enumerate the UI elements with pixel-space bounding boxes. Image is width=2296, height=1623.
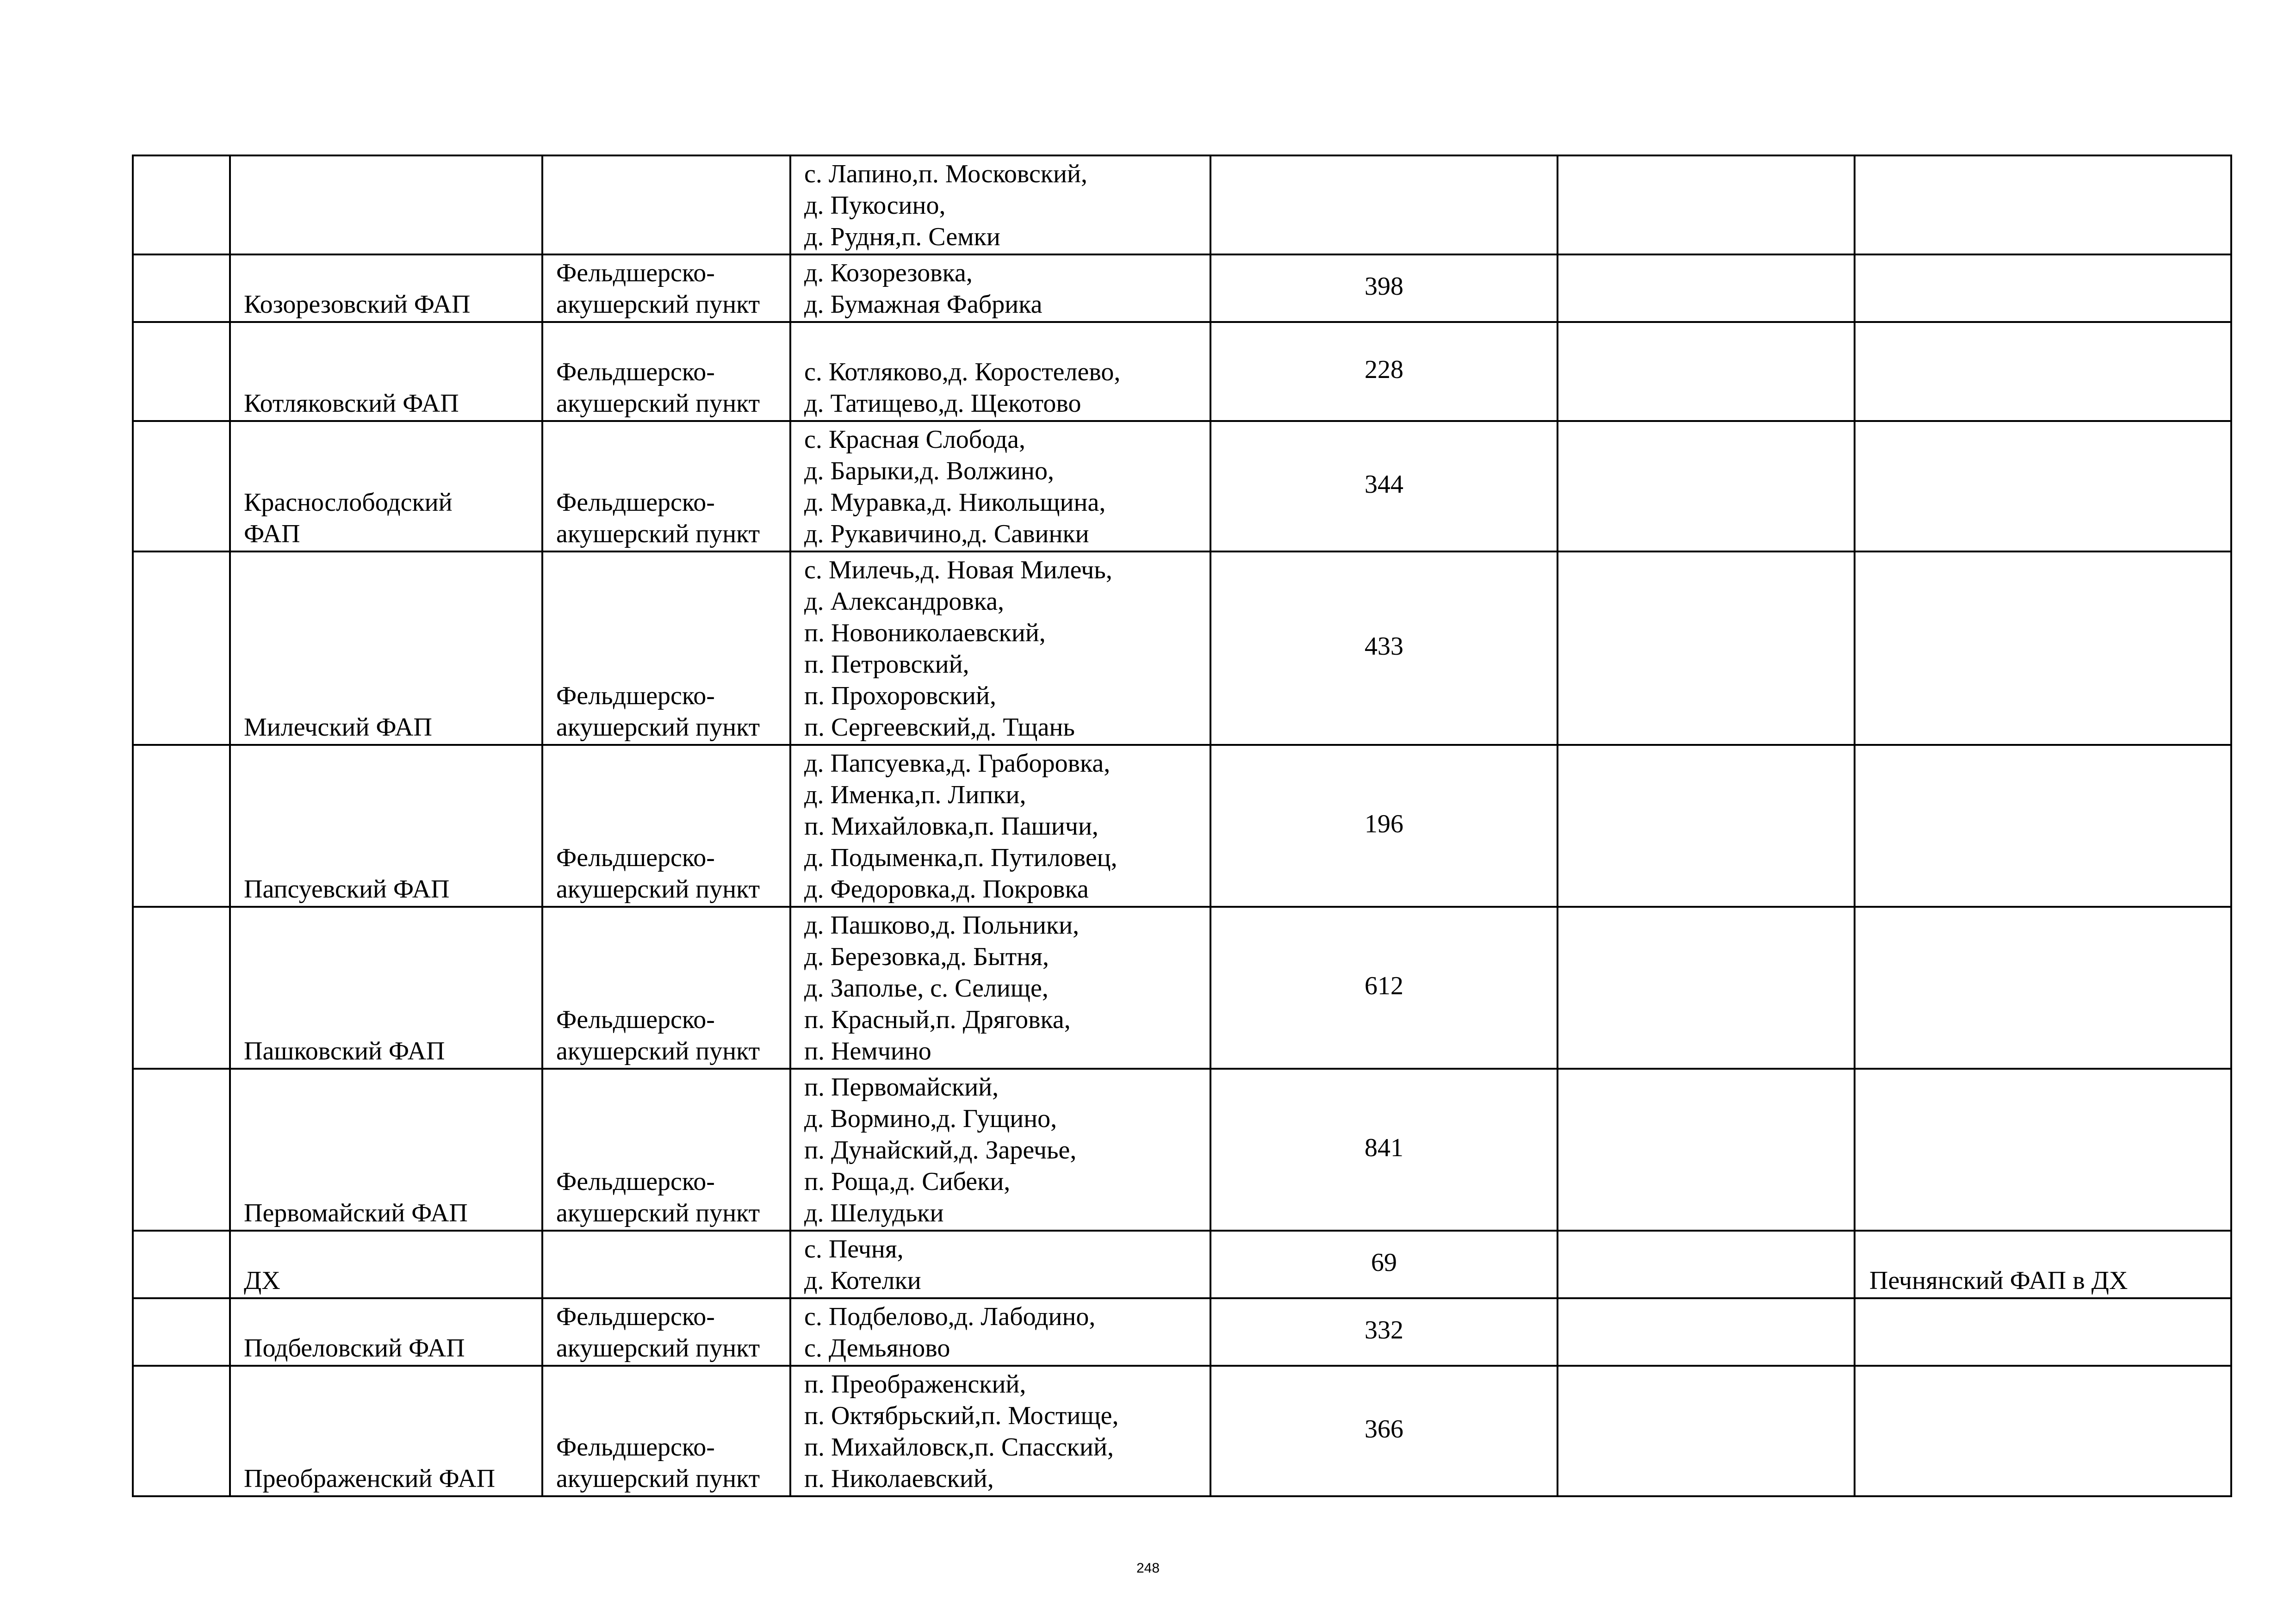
- table-row: [133, 1366, 2231, 1496]
- cell-facility-name: [230, 1069, 542, 1231]
- text-line: п. Первомайский,: [804, 1073, 999, 1102]
- text-line: акушерский пункт: [556, 389, 760, 418]
- text-line: Краснослободский: [244, 488, 453, 517]
- cell-settlements: [790, 1366, 1210, 1496]
- text-line: Фельдшерско-: [556, 1167, 715, 1196]
- text-line: п. Преображенский,: [804, 1370, 1026, 1399]
- text-line: д. Шелудьки: [804, 1199, 944, 1227]
- text-line: д. Рукавичино,д. Савинки: [804, 520, 1089, 548]
- cell-population: 366: [1210, 1366, 1558, 1496]
- cell-number: [133, 1298, 230, 1366]
- text-line: Фельдшерско-: [556, 1005, 715, 1034]
- text-line: с. Печня,: [804, 1235, 904, 1264]
- text-line: п. Сергеевский,д. Тщань: [804, 713, 1075, 742]
- facility-table: [132, 155, 2232, 1497]
- cell-number: [133, 551, 230, 745]
- cell-population: 612: [1210, 907, 1558, 1069]
- cell-facility-type: [542, 322, 790, 421]
- text-line: д. Козорезовка,: [804, 259, 973, 287]
- cell-number: [133, 155, 230, 254]
- text-line: д. Заполье, с. Селище,: [804, 974, 1049, 1003]
- cell-facility-type: [542, 254, 790, 322]
- text-line: ФАП: [244, 520, 300, 548]
- text-line: д. Вормино,д. Гущино,: [804, 1104, 1057, 1133]
- cell-number: [133, 907, 230, 1069]
- cell-population: 196: [1210, 745, 1558, 907]
- text-line: с. Красная Слобода,: [804, 425, 1026, 454]
- table-row: [133, 551, 2231, 745]
- cell-empty: [1558, 1069, 1855, 1231]
- text-line: д. Папсуевка,д. Граборовка,: [804, 749, 1111, 778]
- cell-number: [133, 1366, 230, 1496]
- cell-note: [1855, 254, 2231, 322]
- text-line: д. Березовка,д. Бытня,: [804, 942, 1049, 971]
- text-line: Фельдшерско-: [556, 259, 715, 287]
- text-line: Фельдшерско-: [556, 488, 715, 517]
- cell-population: 398: [1210, 254, 1558, 322]
- cell-facility-name: [230, 1366, 542, 1496]
- cell-note: [1855, 1298, 2231, 1366]
- cell-number: [133, 1069, 230, 1231]
- table-row: [133, 1231, 2231, 1298]
- cell-settlements: [790, 421, 1210, 551]
- cell-settlements: [790, 907, 1210, 1069]
- table-row: [133, 1298, 2231, 1366]
- table-row: [133, 745, 2231, 907]
- text-line: д. Котелки: [804, 1266, 921, 1295]
- cell-population: 69: [1210, 1231, 1558, 1298]
- cell-note: [1855, 551, 2231, 745]
- cell-empty: [1558, 155, 1855, 254]
- cell-facility-name: [230, 155, 542, 254]
- text-line: Пашковский ФАП: [244, 1037, 445, 1065]
- text-line: акушерский пункт: [556, 520, 760, 548]
- cell-facility-type: [542, 421, 790, 551]
- text-line: Первомайский ФАП: [244, 1199, 468, 1227]
- cell-empty: [1558, 421, 1855, 551]
- cell-number: [133, 421, 230, 551]
- text-line: п. Дунайский,д. Заречье,: [804, 1136, 1077, 1165]
- table-row: [133, 421, 2231, 551]
- cell-note: [1855, 907, 2231, 1069]
- cell-empty: [1558, 907, 1855, 1069]
- cell-number: [133, 322, 230, 421]
- table-row: [133, 907, 2231, 1069]
- text-line: акушерский пункт: [556, 290, 760, 319]
- text-line: с. Котляково,д. Коростелево,: [804, 358, 1121, 386]
- text-line: Фельдшерско-: [556, 843, 715, 872]
- cell-settlements: [790, 1069, 1210, 1231]
- cell-empty: [1558, 254, 1855, 322]
- cell-population: 344: [1210, 421, 1558, 551]
- text-line: Подбеловский ФАП: [244, 1334, 465, 1363]
- facility-table-body: [133, 155, 2231, 1496]
- text-line: [556, 1233, 789, 1265]
- cell-note: [1855, 322, 2231, 421]
- text-line: д. Пашково,д. Польники,: [804, 911, 1080, 940]
- cell-population: [1210, 155, 1558, 254]
- text-line: д. Подыменка,п. Путиловец,: [804, 843, 1117, 872]
- cell-settlements: [790, 155, 1210, 254]
- text-line: Фельдшерско-: [556, 681, 715, 710]
- text-line: п. Красный,п. Дряговка,: [804, 1005, 1071, 1034]
- cell-facility-type: [542, 745, 790, 907]
- text-line: акушерский пункт: [556, 1464, 760, 1493]
- cell-facility-type: [542, 1069, 790, 1231]
- cell-note: [1855, 421, 2231, 551]
- text-line: акушерский пункт: [556, 1334, 760, 1363]
- cell-settlements: [790, 322, 1210, 421]
- text-line: Преображенский ФАП: [244, 1464, 496, 1493]
- table-row: [133, 1069, 2231, 1231]
- cell-facility-type: [542, 1366, 790, 1496]
- cell-number: [133, 254, 230, 322]
- text-line: Фельдшерско-: [556, 358, 715, 386]
- cell-facility-type: [542, 1298, 790, 1366]
- text-line: акушерский пункт: [556, 713, 760, 742]
- text-line: Козорезовский ФАП: [244, 290, 471, 319]
- text-line: Фельдшерско-: [556, 1302, 715, 1331]
- text-line: д. Именка,п. Липки,: [804, 781, 1026, 809]
- cell-facility-name: [230, 551, 542, 745]
- cell-empty: [1558, 1231, 1855, 1298]
- text-line: п. Петровский,: [804, 650, 969, 679]
- cell-empty: [1558, 322, 1855, 421]
- text-line: с. Милечь,д. Новая Милечь,: [804, 556, 1112, 584]
- text-line: акушерский пункт: [556, 1037, 760, 1065]
- text-line: Милечский ФАП: [244, 713, 432, 742]
- cell-population: 433: [1210, 551, 1558, 745]
- cell-facility-name: [230, 745, 542, 907]
- text-line: п. Немчино: [804, 1037, 931, 1065]
- text-line: п. Михайловск,п. Спасский,: [804, 1433, 1114, 1462]
- cell-population: 332: [1210, 1298, 1558, 1366]
- text-line: [804, 325, 1210, 356]
- page-number: 248: [1136, 1561, 1160, 1576]
- cell-settlements: [790, 254, 1210, 322]
- text-line: д. Рудня,п. Семки: [804, 223, 1000, 251]
- text-line: [556, 1265, 789, 1296]
- text-line: д. Татищево,д. Щекотово: [804, 389, 1081, 418]
- cell-number: [133, 1231, 230, 1298]
- text-line: с. Демьяново: [804, 1334, 950, 1363]
- text-line: Котляковский ФАП: [244, 389, 459, 418]
- cell-facility-name: [230, 322, 542, 421]
- text-line: д. Муравка,д. Никольщина,: [804, 488, 1106, 517]
- text-line: д. Александровка,: [804, 587, 1005, 616]
- text-line: п. Новониколаевский,: [804, 619, 1046, 647]
- text-line: [244, 221, 541, 253]
- text-line: акушерский пункт: [556, 1199, 760, 1227]
- text-line: д. Барыки,д. Волжино,: [804, 457, 1054, 485]
- cell-facility-type: [542, 155, 790, 254]
- cell-facility-type: [542, 551, 790, 745]
- cell-facility-name: [230, 907, 542, 1069]
- table-row: [133, 322, 2231, 421]
- cell-empty: [1558, 1298, 1855, 1366]
- cell-facility-type: [542, 907, 790, 1069]
- cell-facility-type: [542, 1231, 790, 1298]
- text-line: п. Октябрьский,п. Мостище,: [804, 1401, 1119, 1430]
- text-line: д. Федоровка,д. Покровка: [804, 875, 1089, 904]
- cell-facility-name: [230, 1298, 542, 1366]
- text-line: д. Пукосино,: [804, 191, 946, 220]
- cell-note: [1855, 1069, 2231, 1231]
- cell-population: 228: [1210, 322, 1558, 421]
- cell-settlements: [790, 745, 1210, 907]
- table-row: [133, 155, 2231, 254]
- text-line: п. Михайловка,п. Пашичи,: [804, 812, 1098, 841]
- cell-note: Печнянский ФАП в ДХ: [1855, 1231, 2231, 1298]
- text-line: Папсуевский ФАП: [244, 875, 450, 904]
- table-row: [133, 254, 2231, 322]
- cell-empty: [1558, 1366, 1855, 1496]
- cell-note: [1855, 745, 2231, 907]
- cell-number: [133, 745, 230, 907]
- text-line: с. Подбелово,д. Лабодино,: [804, 1302, 1096, 1331]
- cell-note: [1855, 155, 2231, 254]
- cell-facility-name: [230, 254, 542, 322]
- text-line: [556, 221, 789, 253]
- cell-empty: [1558, 551, 1855, 745]
- text-line: с. Лапино,п. Московский,: [804, 160, 1087, 188]
- text-line: ДХ: [244, 1266, 280, 1295]
- cell-settlements: [790, 1298, 1210, 1366]
- text-line: д. Бумажная Фабрика: [804, 290, 1043, 319]
- cell-facility-name: [230, 421, 542, 551]
- cell-facility-name: [230, 1231, 542, 1298]
- text-line: п. Роща,д. Сибеки,: [804, 1167, 1011, 1196]
- cell-settlements: [790, 1231, 1210, 1298]
- cell-population: 841: [1210, 1069, 1558, 1231]
- text-line: Фельдшерско-: [556, 1433, 715, 1462]
- cell-settlements: [790, 551, 1210, 745]
- text-line: п. Прохоровский,: [804, 681, 996, 710]
- text-line: акушерский пункт: [556, 875, 760, 904]
- text-line: п. Николаевский,: [804, 1464, 994, 1493]
- cell-empty: [1558, 745, 1855, 907]
- text-line: [556, 190, 789, 221]
- cell-note: [1855, 1366, 2231, 1496]
